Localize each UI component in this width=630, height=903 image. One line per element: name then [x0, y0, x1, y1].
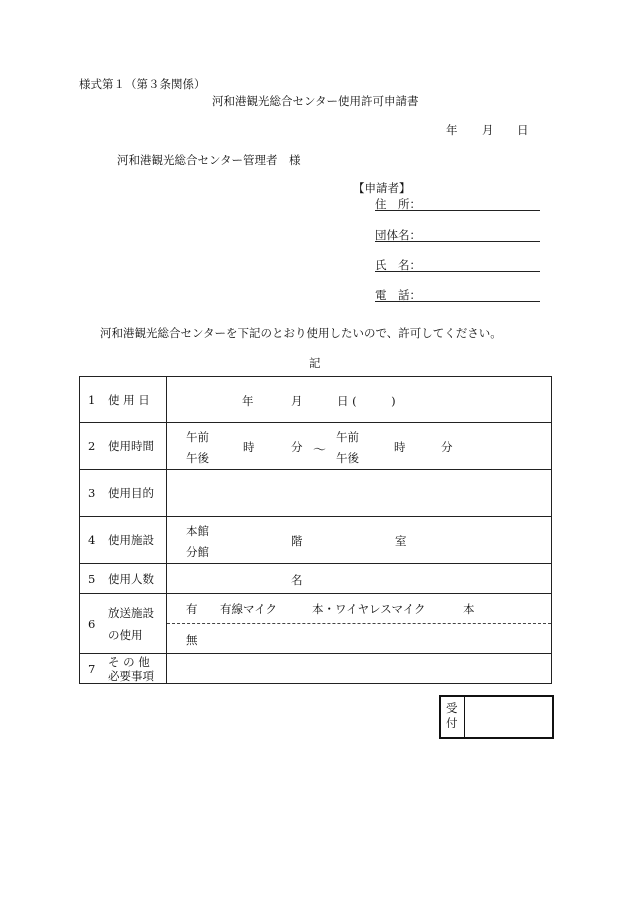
row-facility — [80, 517, 552, 564]
row-usage-date — [80, 377, 552, 423]
label-cell: 6 放送施設 の使用 — [80, 594, 167, 654]
row-purpose — [80, 470, 552, 517]
row-other — [80, 654, 552, 684]
date-month: 月 — [482, 123, 494, 137]
application-table — [79, 376, 552, 684]
label-cell: 2 使用時間 — [80, 423, 167, 470]
form-number: 様式第１（第３条関係） — [79, 77, 206, 91]
label-cell: 4 使用施設 — [80, 517, 167, 564]
receipt-box — [439, 695, 554, 739]
usage-date-field[interactable]: 年 月 日 ( ) — [167, 377, 552, 423]
group-line[interactable] — [375, 241, 540, 242]
ki-label: 記 — [309, 356, 321, 370]
label-cell: 5 使用人数 — [80, 564, 167, 594]
row-headcount — [80, 564, 552, 594]
address-label: 住 所： — [375, 197, 421, 211]
facility-field[interactable]: 本館 分館 階 室 — [167, 517, 552, 564]
row-usage-time — [80, 423, 552, 470]
request-sentence: 河和港観光総合センターを下記のとおり使用したいので、許可してください。 — [100, 326, 502, 340]
receipt-label: 受付 — [446, 701, 458, 730]
other-field[interactable] — [167, 654, 552, 684]
receipt-divider — [464, 697, 465, 737]
dashed-divider — [167, 623, 551, 624]
page-title: 河和港観光総合センター使用許可申請書 — [212, 94, 419, 108]
broadcast-field[interactable]: 有 有線マイク 本・ワイヤレスマイク 本 無 — [167, 594, 552, 654]
phone-line[interactable] — [375, 301, 540, 302]
usage-time-field[interactable]: 午前 午後 時 分 ～ 午前 午後 時 分 — [167, 423, 552, 470]
label-cell: 1 使 用 日 — [80, 377, 167, 423]
date-day: 日 — [517, 123, 529, 137]
purpose-field[interactable] — [167, 470, 552, 517]
address-line[interactable] — [375, 210, 540, 211]
addressee: 河和港観光総合センター管理者 様 — [117, 153, 301, 167]
name-line[interactable] — [375, 271, 540, 272]
phone-label: 電 話： — [375, 288, 421, 302]
headcount-field[interactable]: 名 — [167, 564, 552, 594]
label-cell: 3 使用目的 — [80, 470, 167, 517]
date-year: 年 — [446, 123, 458, 137]
group-label: 団体名： — [375, 228, 421, 242]
applicant-heading: 【申請者】 — [353, 181, 411, 195]
label-cell: 7 そ の 他 必要事項 — [80, 654, 167, 684]
row-broadcast — [80, 594, 552, 654]
name-label: 氏 名： — [375, 258, 421, 272]
